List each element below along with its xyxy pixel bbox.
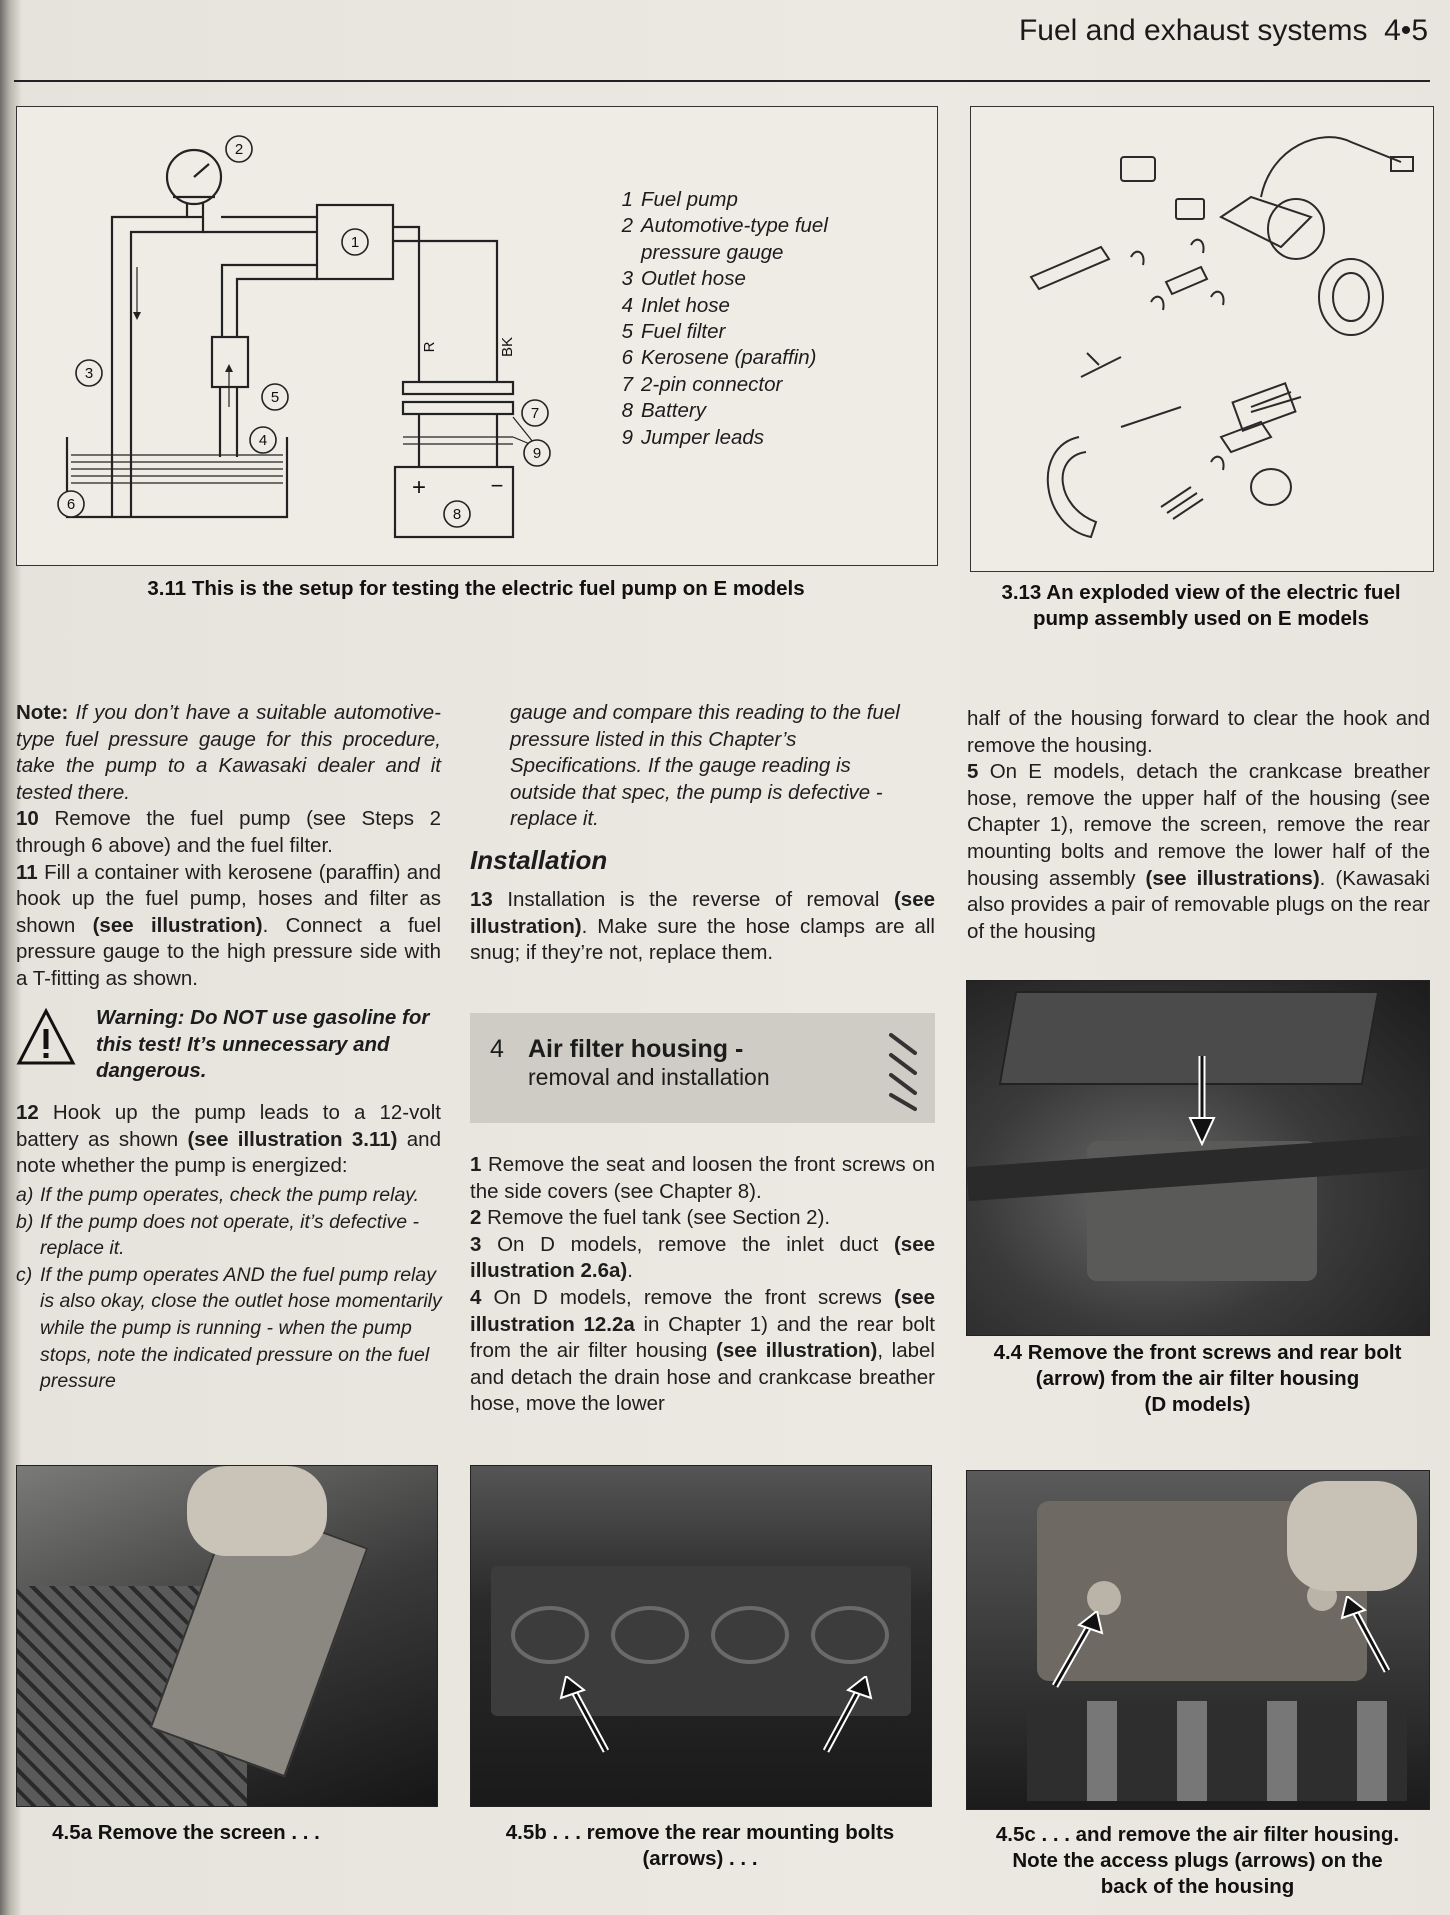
step-4-text-c: , label and detach the drain hose and crankcase breather hose, move the lower [470,1339,935,1416]
sub-item-c [16,1262,446,1395]
legend-item-text: Inlet hose [641,293,730,317]
caption-3-11: 3.11 This is the setup for testing the electric fuel pump on E models [147,577,805,600]
caption-3-13 [970,580,1432,632]
legend-item-text: Outlet hose [641,267,746,291]
col2-continuation: gauge and compare this reading to the fuel pressure listed in this Chapter’s Specifications. If the gauge reading is outside that spec, the pump is defective - replace it. [510,701,900,831]
legend-item-text: Jumper leads [641,425,765,449]
step-1-text: Remove the seat and loosen the front screws on the side covers (see Chapter 8). [470,1153,935,1203]
page-header [1019,14,1428,48]
figure-3-11 [16,106,938,566]
step-3-text: On D models, remove the inlet duct [497,1232,879,1256]
legend-item [607,345,828,371]
caption-4-5b [465,1820,935,1872]
caption-3-13-line2: pump assembly used on E models [1032,607,1370,630]
photo-4-5b-port-4 [811,1606,889,1664]
callout-5: 5 [270,389,280,406]
arrow-icon [556,1676,616,1756]
note-label: Note: [16,701,69,724]
photo-4-5c-throttle-bodies [1027,1701,1407,1801]
step-12-text-a: Hook up the pump leads to a 12-volt battery as shown [16,1101,441,1151]
sub-a-label: a) [16,1184,34,1206]
warning-text: Warning: Do NOT use gasoline for this test! It’s unnecessary and dangerous. [96,1006,430,1083]
col3-continuation: half of the housing forward to clear the hook and remove the housing. [967,707,1430,757]
step-12-ref: (see illustration 3.11) [187,1127,398,1151]
photo-4-5b-port-2 [611,1606,689,1664]
legend-item-number: 3 [621,267,633,291]
step-11-ref: (see illustration) [92,913,263,937]
legend-item [607,398,828,424]
battery-plus: + [411,474,427,501]
photo-4-5b-port-1 [511,1606,589,1664]
legend-item [607,372,828,398]
header-title: Fuel and exhaust systems [1018,14,1368,47]
sub-c-text: If the pump operates AND the fuel pump relay is also okay, close the outlet hose momentarily while the pump is running - when the pump stops, note the indicated pressure on the fuel pressure [40,1263,442,1393]
caption-4-4-line2: (arrow) from the air filter housing [1035,1367,1360,1390]
photo-4-4 [966,980,1430,1336]
exploded-pump-drawing [971,107,1433,571]
step-4-num: 4 [470,1285,482,1309]
photo-4-5c [966,1470,1430,1810]
photo-4-5c-hand [1287,1481,1417,1591]
step-3-num: 3 [470,1232,482,1256]
legend-item-text: Fuel pump [641,188,738,211]
step-4 [470,1285,935,1418]
sub-item-a [16,1182,446,1209]
step-12 [16,1100,441,1180]
legend-item [607,319,828,345]
legend-item-number: 9 [621,425,633,449]
legend-item-number: 7 [621,372,633,396]
step-2 [470,1205,935,1232]
caption-4-5b-line2: (arrows) . . . [642,1847,758,1870]
sub-a-text: If the pump operates, check the pump relay. [40,1184,420,1206]
caption-4-4 [960,1340,1435,1418]
note-paragraph [16,700,441,806]
text-column-1 [16,700,441,993]
legend-item-text: Automotive-type fuel [641,214,828,238]
step-12-text-b: and note whether the pump is energized: [16,1127,441,1178]
sub-c-label: c) [16,1263,33,1286]
callout-3: 3 [84,365,94,382]
legend-item [607,213,828,239]
figure-3-13 [970,106,1434,572]
step-13-ref: (see illustration) [470,888,935,938]
step-4-ref-a: (see illustration 12.2a [470,1285,935,1336]
legend-item [607,293,828,319]
step-1-num: 1 [470,1153,482,1176]
caption-4-4-line1: 4.4 Remove the front screws and rear bolt [993,1341,1402,1364]
photo-4-5a [16,1465,438,1807]
step-5-text-b: . (Kawasaki also provides a pair of removable plugs on the rear of the housing [967,866,1430,943]
caption-3-13-line1: 3.13 An exploded view of the electric fuel [1001,581,1401,604]
section-4-steps [470,1152,935,1418]
step-10-text: Remove the fuel pump (see Steps 2 through 6 above) and the fuel filter. [16,807,441,857]
step-12-sublist [16,1182,446,1395]
text-column-2-top [510,700,920,833]
step-13-text-b: . Make sure the hose clamps are all snug; if they’re not, replace them. [470,914,935,965]
step-1 [470,1152,935,1205]
section-4-banner [470,1013,935,1123]
arrow-icon [1182,1056,1222,1146]
difficulty-spanners-icon [883,1023,923,1113]
photo-4-5c-plug-1 [1087,1581,1121,1615]
step-4-text-b: in Chapter 1) and the rear bolt from the air filter housing [470,1312,935,1363]
legend-item-number: 6 [621,346,633,370]
step-3: 3 On D models, remove the inlet duct (see illustration 2.6a). [470,1232,935,1283]
legend-item-text: 2-pin connector [641,372,783,396]
step-11-text-a: Fill a container with kerosene (paraffin) and hook up the fuel pump, hoses and filter as shown [16,860,441,937]
header-rule [14,80,1430,82]
callout-9: 9 [532,445,542,462]
sub-item-b [16,1209,446,1262]
section-4-subtitle: removal and installation [528,1064,770,1090]
section-4-number: 4 [490,1035,504,1063]
legend-item-number: 5 [621,320,633,344]
caption-4-5c [960,1822,1435,1900]
header-page-number: 4•5 [1384,14,1428,47]
step-4-ref-b: (see illustration) [716,1339,878,1363]
legend-item [607,187,828,213]
legend-item [607,425,828,451]
step-5 [967,759,1430,945]
text-column-3 [967,706,1430,945]
legend-item [607,266,828,292]
step-3-ref: (see illustration 2.6a) [470,1232,935,1283]
fuel-pump-test-diagram [27,117,587,557]
sub-b-text: If the pump does not operate, it’s defective - replace it. [40,1210,420,1260]
legend-item-number [607,240,633,266]
callout-2: 2 [234,141,244,158]
legend-item-number: 4 [621,293,633,317]
note-text: If you don’t have a suitable automotive-type fuel pressure gauge for this procedure, take the pump to a Kawasaki dealer and it tested there. [16,701,441,804]
warning-triangle-icon [16,1007,76,1067]
wire-label-r: R [421,341,438,353]
legend-item [607,240,828,266]
step-11 [16,860,441,993]
legend-item-text: Kerosene (paraffin) [641,346,817,370]
callout-1: 1 [350,234,360,251]
step-11-text-b: . Connect a fuel pressure gauge to the high pressure side with a T-fitting as shown. [16,913,442,990]
step-2-text: Remove the fuel tank (see Section 2). [487,1206,831,1230]
arrow-icon [816,1676,876,1756]
callout-6: 6 [66,496,76,513]
step-4-text-a: On D models, remove the front screws [493,1285,882,1309]
photo-4-5b-port-3 [711,1606,789,1664]
step-2-num: 2 [470,1206,482,1230]
step-11-num: 11 [16,860,38,884]
step-12-num: 12 [16,1101,39,1124]
caption-4-5c-line1: 4.5c . . . and remove the air filter housing. [995,1823,1400,1846]
photo-4-5a-hand [187,1466,327,1556]
text-column-1-lower [16,1100,441,1180]
step-5-text-a: On E models, detach the crankcase breather hose, remove the upper half of the housing (see Chapter 1), remove the screen, remove the rear mounting bolts and remove the lower half of the housing assembly [967,760,1430,890]
wire-label-bk: BK [499,336,516,358]
legend-item-number: 1 [621,188,633,211]
callout-4: 4 [258,432,268,449]
legend-item-number: 2 [621,214,633,238]
battery-minus: − [490,473,504,498]
callout-8: 8 [452,506,462,523]
step-13-text-a: Installation is the reverse of removal [507,888,880,911]
photo-4-5b [470,1465,932,1807]
legend-item-text: Battery [641,399,706,423]
step-13-num: 13 [470,888,493,911]
caption-4-5a: 4.5a Remove the screen . . . [52,1821,320,1844]
step-5-ref: (see illustrations) [1145,866,1320,890]
caption-4-4-line3: (D models) [1144,1393,1251,1416]
step-10 [16,806,441,859]
section-4-title: Air filter housing - [528,1035,744,1063]
caption-4-5c-line2: Note the access plugs (arrows) on the [1012,1849,1383,1872]
step-10-num: 10 [16,807,39,831]
step-5-num: 5 [967,760,979,784]
step-13 [470,887,935,967]
figure-legend [607,187,828,451]
legend-item-number: 8 [621,399,633,423]
callout-7: 7 [530,405,540,422]
arrow-icon [1047,1611,1107,1691]
installation-heading: Installation [470,845,608,875]
legend-item-text: pressure gauge [641,240,784,264]
sub-b-label: b) [16,1210,34,1233]
arrow-icon [1337,1596,1397,1676]
caption-4-5b-line1: 4.5b . . . remove the rear mounting bolts [505,1821,895,1844]
caption-4-5c-line3: back of the housing [1100,1875,1295,1898]
legend-item-text: Fuel filter [641,320,726,344]
